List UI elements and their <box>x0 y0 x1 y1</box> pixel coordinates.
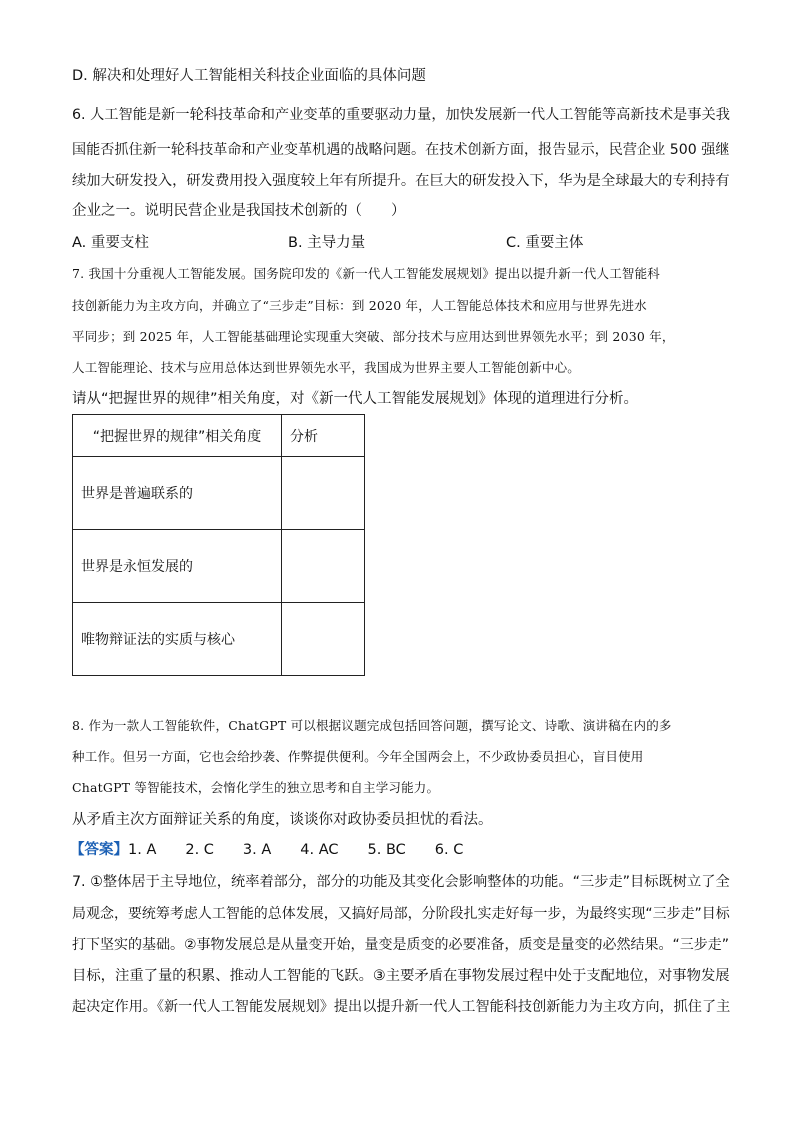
answer-7-line-2: 局观念，要统筹考虑人工智能的总体发展，又搞好局部，分阶段扎实走好每一步，为最终实现“三步走”目标 <box>72 906 730 922</box>
question-6-line-1: 6. 人工智能是新一轮科技革命和产业变革的重要驱动力量，加快发展新一代人工智能等高新技术是事关我 <box>72 107 730 123</box>
analysis-table <box>72 414 365 676</box>
table-row-analysis-cell[interactable] <box>282 603 365 676</box>
table-header-analysis: 分析 <box>282 415 365 457</box>
question-6-line-3: 续加大研发投入，研发费用投入强度较上年有所提升。在巨大的研发投入下，华为是全球最大的专利持有 <box>72 173 730 189</box>
answer-7-line-1: 7. ①整体居于主导地位，统率着部分，部分的功能及其变化会影响整体的功能。“三步走”目标既树立了全 <box>72 874 730 890</box>
table-row-angle: 唯物辩证法的实质与核心 <box>73 603 282 676</box>
option-b: B. 主导力量 <box>288 235 366 251</box>
table-header-row <box>73 415 365 457</box>
answer-7-line-4: 目标，注重了量的积累、推动人工智能的飞跃。③主要矛盾在事物发展过程中处于支配地位，对事物发展 <box>72 968 730 984</box>
table-row-angle: 世界是普遍联系的 <box>73 457 282 530</box>
question-7-line-2: 技创新能力为主攻方向，并确立了“三步走”目标：到 2020 年，人工智能总体技术和应用与世界先进水 <box>72 298 647 313</box>
table-header-angle: “把握世界的规律”相关角度 <box>73 415 282 457</box>
table-row <box>73 457 365 530</box>
option-a: A. 重要支柱 <box>72 235 149 251</box>
option-d-line: D. 解决和处理好人工智能相关科技企业面临的具体问题 <box>72 68 426 84</box>
table-row-angle: 世界是永恒发展的 <box>73 530 282 603</box>
question-8-line-3: ChatGPT 等智能技术，会惰化学生的独立思考和自主学习能力。 <box>72 780 440 795</box>
table-row-analysis-cell[interactable] <box>282 530 365 603</box>
question-6-line-2: 国能否抓住新一轮科技革命和产业变革机遇的战略问题。在技术创新方面，报告显示，民营企业 500 强继 <box>72 142 730 158</box>
question-7-ask: 请从“把握世界的规律”相关角度，对《新一代人工智能发展规划》体现的道理进行分析。 <box>72 391 639 407</box>
table-row <box>73 603 365 676</box>
answer-items: 1. A 2. C 3. A 4. AC 5. BC 6. C <box>128 842 464 858</box>
option-c: C. 重要主体 <box>506 235 584 251</box>
question-8-line-2: 种工作。但另一方面，它也会给抄袭、作弊提供便利。今年全国两会上，不少政协委员担心，盲目使用 <box>72 749 644 764</box>
question-7-line-3: 平同步；到 2025 年，人工智能基础理论实现重大突破、部分技术与应用达到世界领先水平；到 2030 年， <box>72 329 675 344</box>
answer-7-line-5: 起决定作用。《新一代人工智能发展规划》提出以提升新一代人工智能科技创新能力为主攻方向，抓住了主 <box>72 999 731 1015</box>
answer-label: 【答案】 <box>70 842 128 858</box>
question-7-line-4: 人工智能理论、技术与应用总体达到世界领先水平，我国成为世界主要人工智能创新中心。 <box>72 360 581 375</box>
table-row <box>73 530 365 603</box>
question-6-options <box>72 233 722 253</box>
answer-7-line-3: 打下坚实的基础。②事物发展总是从量变开始，量变是质变的必要准备，质变是量变的必然结果。“三步走” <box>72 937 730 953</box>
answer-key-line <box>70 840 463 860</box>
table-row-analysis-cell[interactable] <box>282 457 365 530</box>
question-6-line-4: 企业之一。说明民营企业是我国技术创新的（ ） <box>72 203 406 219</box>
question-7-line-1: 7. 我国十分重视人工智能发展。国务院印发的《新一代人工智能发展规划》提出以提升新一代人工智能科 <box>72 266 661 281</box>
question-8-ask: 从矛盾主次方面辩证关系的角度，谈谈你对政协委员担忧的看法。 <box>72 812 493 828</box>
question-8-line-1: 8. 作为一款人工智能软件，ChatGPT 可以根据议题完成包括回答问题，撰写论文、诗歌、演讲稿在内的多 <box>72 718 672 733</box>
